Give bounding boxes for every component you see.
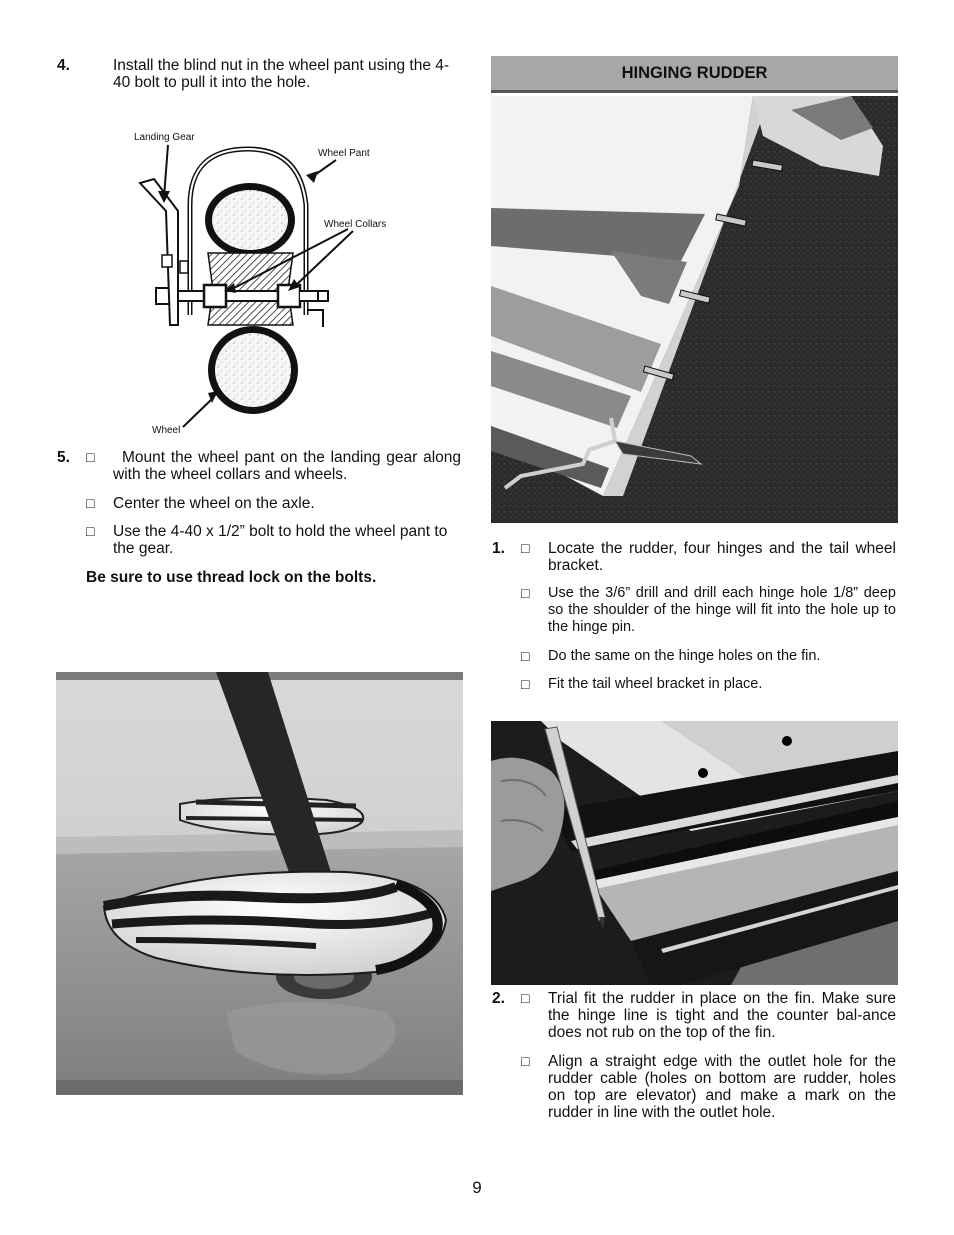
step-4-text: Install the blind nut in the wheel pant using the 4-40 bolt to pull it into the hole.	[113, 57, 450, 91]
step-2-number: 2.	[492, 990, 505, 1007]
step-2-item-2: Align a straight edge with the outlet hole for the rudder cable (holes on bottom are rudder, holes on top are elevator) and make a mark on the rudder in line with the outlet hole.	[548, 1053, 896, 1121]
checkbox-icon: □	[521, 585, 530, 601]
section-title: HINGING RUDDER	[621, 64, 768, 82]
step-1-item-1: Locate the rudder, four hinges and the tail wheel bracket.	[548, 540, 896, 574]
wheel-pant-label: Wheel Pant	[318, 148, 370, 159]
checkbox-icon: □	[521, 1053, 530, 1069]
marking-rudder-photo	[491, 721, 898, 985]
step-5-item-1: Mount the wheel pant on the landing gear along with the wheel collars and wheels.	[113, 449, 461, 483]
checkbox-icon: □	[86, 523, 95, 539]
step-1-item-2: Use the 3/6” drill and drill each hinge hole 1/8” deep so the shoulder of the hinge will fit into the hole up to the hinge pin.	[548, 585, 896, 635]
checkbox-icon: □	[521, 676, 530, 692]
step-4-number: 4.	[57, 57, 70, 74]
step-1-item-4: Fit the tail wheel bracket in place.	[548, 676, 763, 692]
wheel-pant-photo	[56, 672, 463, 1095]
thread-lock-note: Be sure to use thread lock on the bolts.	[86, 569, 377, 586]
checkbox-icon: □	[521, 648, 530, 664]
step-1-item-3: Do the same on the hinge holes on the fin.	[548, 648, 821, 664]
section-header	[491, 56, 898, 93]
wheel-collars-label: Wheel Collars	[324, 219, 387, 230]
checkbox-icon: □	[86, 449, 95, 465]
step-5-number: 5.	[57, 449, 70, 466]
fin-hinges-photo	[491, 96, 898, 523]
wheel-label: Wheel	[152, 425, 181, 436]
step-5-item-2: Center the wheel on the axle.	[113, 495, 315, 512]
checkbox-icon: □	[521, 540, 530, 556]
wheel-pant-diagram	[128, 125, 398, 440]
step-1-number: 1.	[492, 540, 505, 557]
checkbox-icon: □	[86, 495, 95, 511]
landing-gear-label: Landing Gear	[134, 132, 195, 143]
step-5-item-3: Use the 4-40 x 1/2” bolt to hold the wheel pant to the gear.	[113, 523, 448, 557]
checkbox-icon: □	[521, 990, 530, 1006]
step-2-item-1: Trial fit the rudder in place on the fin. Make sure the hinge line is tight and the counter bal-ance does not rub on the top of the fin.	[548, 990, 896, 1041]
page-number: 9	[472, 1178, 482, 1197]
